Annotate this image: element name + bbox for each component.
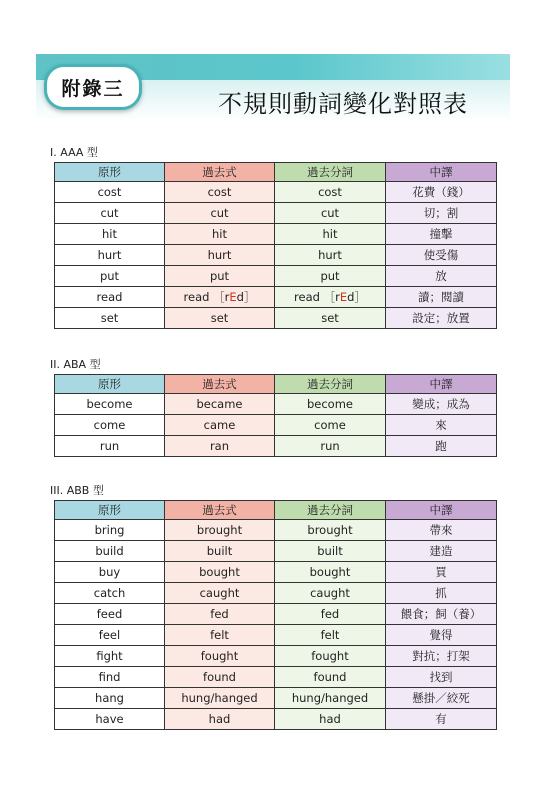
cell-participle: brought (275, 520, 386, 541)
table-row (55, 646, 497, 667)
cell-base: put (55, 266, 165, 287)
cell-past: fought (165, 646, 275, 667)
cell-past: built (165, 541, 275, 562)
table-header-row (55, 375, 497, 394)
cell-base: come (55, 415, 165, 436)
cell-participle: felt (275, 625, 386, 646)
table-row (55, 520, 497, 541)
bracket-close: ］ (354, 290, 366, 304)
cell-participle: cost (275, 182, 386, 203)
phonetic-e: E (229, 290, 237, 304)
table-header-row (55, 163, 497, 182)
cell-past: hurt (165, 245, 275, 266)
phonetic-d: d (347, 290, 355, 304)
cell-past: bought (165, 562, 275, 583)
verb-table-aba (54, 374, 497, 457)
header-base-form: 原形 (55, 163, 165, 182)
cell-participle: caught (275, 583, 386, 604)
pronunciation (213, 290, 255, 304)
section-label-aba: II. ABA 型 (50, 358, 101, 371)
cell-base: hit (55, 224, 165, 245)
cell-base: become (55, 394, 165, 415)
cell-past-word: read (183, 290, 210, 304)
cell-translation: 買 (386, 562, 497, 583)
phonetic-d: d (236, 290, 244, 304)
cell-participle: put (275, 266, 386, 287)
cell-translation: 抓 (386, 583, 497, 604)
table-row (55, 562, 497, 583)
cell-base: feel (55, 625, 165, 646)
cell-past: brought (165, 520, 275, 541)
cell-past (165, 287, 275, 308)
verb-table-abb (54, 500, 497, 730)
cell-translation: 放 (386, 266, 497, 287)
phonetic-r: r (224, 290, 230, 304)
cell-translation: 切；割 (386, 203, 497, 224)
cell-participle: become (275, 394, 386, 415)
cell-past: ran (165, 436, 275, 457)
cell-base: cost (55, 182, 165, 203)
cell-base: read (55, 287, 165, 308)
cell-translation: 變成；成為 (386, 394, 497, 415)
cell-past: cost (165, 182, 275, 203)
cell-past: came (165, 415, 275, 436)
table-row (55, 266, 497, 287)
cell-base: run (55, 436, 165, 457)
cell-participle: fed (275, 604, 386, 625)
header-translation: 中譯 (386, 163, 497, 182)
table-row (55, 182, 497, 203)
table-row (55, 394, 497, 415)
table-row (55, 308, 497, 329)
cell-translation: 設定；放置 (386, 308, 497, 329)
cell-translation: 讀；閱讀 (386, 287, 497, 308)
section-label-abb: III. ABB 型 (50, 484, 104, 497)
table-row (55, 541, 497, 562)
verb-table-aaa (54, 162, 497, 329)
cell-past: hit (165, 224, 275, 245)
cell-participle: come (275, 415, 386, 436)
cell-translation: 對抗；打架 (386, 646, 497, 667)
cell-participle: cut (275, 203, 386, 224)
cell-past: set (165, 308, 275, 329)
cell-past: fed (165, 604, 275, 625)
cell-translation: 使受傷 (386, 245, 497, 266)
cell-participle: had (275, 709, 386, 730)
phonetic-r: r (335, 290, 340, 304)
cell-participle-word: read (294, 290, 320, 304)
cell-translation: 覺得 (386, 625, 497, 646)
cell-past: cut (165, 203, 275, 224)
cell-participle: found (275, 667, 386, 688)
bracket-close: ］ (243, 290, 256, 304)
table-row (55, 287, 497, 308)
cell-past: became (165, 394, 275, 415)
cell-translation: 帶來 (386, 520, 497, 541)
cell-participle: hung/hanged (275, 688, 386, 709)
cell-past: found (165, 667, 275, 688)
table-row (55, 583, 497, 604)
cell-base: have (55, 709, 165, 730)
header-past-tense: 過去式 (165, 163, 275, 182)
cell-translation: 懸掛／絞死 (386, 688, 497, 709)
header-past-tense: 過去式 (165, 501, 275, 520)
cell-translation: 餵食；飼（養） (386, 604, 497, 625)
cell-translation: 撞擊 (386, 224, 497, 245)
cell-translation: 跑 (386, 436, 497, 457)
cell-base: feed (55, 604, 165, 625)
header-past-participle: 過去分詞 (275, 375, 386, 394)
cell-participle: fought (275, 646, 386, 667)
cell-participle: bought (275, 562, 386, 583)
cell-base: buy (55, 562, 165, 583)
table-header-row (55, 501, 497, 520)
table-row (55, 604, 497, 625)
cell-base: hang (55, 688, 165, 709)
header-past-tense: 過去式 (165, 375, 275, 394)
cell-base: hurt (55, 245, 165, 266)
bracket-open: ［ (213, 290, 225, 304)
cell-past: put (165, 266, 275, 287)
cell-past: felt (165, 625, 275, 646)
header-base-form: 原形 (55, 375, 165, 394)
cell-participle: set (275, 308, 386, 329)
cell-translation: 建造 (386, 541, 497, 562)
appendix-badge: 附錄三 (44, 64, 142, 110)
table-row (55, 688, 497, 709)
cell-base: bring (55, 520, 165, 541)
cell-past: caught (165, 583, 275, 604)
table-row (55, 415, 497, 436)
cell-participle: hit (275, 224, 386, 245)
cell-base: set (55, 308, 165, 329)
cell-base: cut (55, 203, 165, 224)
table-row (55, 224, 497, 245)
cell-translation: 花費（錢） (386, 182, 497, 203)
page-title: 不規則動詞變化對照表 (218, 90, 468, 118)
cell-participle: run (275, 436, 386, 457)
cell-translation: 找到 (386, 667, 497, 688)
cell-base: fight (55, 646, 165, 667)
table-row (55, 709, 497, 730)
table-row (55, 667, 497, 688)
table-row (55, 245, 497, 266)
cell-past: hung/hanged (165, 688, 275, 709)
cell-participle: built (275, 541, 386, 562)
cell-participle (275, 287, 386, 308)
cell-base: find (55, 667, 165, 688)
cell-translation: 有 (386, 709, 497, 730)
phonetic-e: E (339, 290, 348, 304)
cell-base: catch (55, 583, 165, 604)
header-past-participle: 過去分詞 (275, 501, 386, 520)
section-label-aaa: I. AAA 型 (50, 146, 98, 159)
cell-participle: hurt (275, 245, 386, 266)
header-translation: 中譯 (386, 375, 497, 394)
table-row (55, 203, 497, 224)
header-base-form: 原形 (55, 501, 165, 520)
header-past-participle: 過去分詞 (275, 163, 386, 182)
header-translation: 中譯 (386, 501, 497, 520)
pronunciation (324, 290, 366, 304)
table-row (55, 625, 497, 646)
cell-past: had (165, 709, 275, 730)
bracket-open: ［ (323, 290, 336, 304)
table-row (55, 436, 497, 457)
cell-translation: 來 (386, 415, 497, 436)
cell-base: build (55, 541, 165, 562)
